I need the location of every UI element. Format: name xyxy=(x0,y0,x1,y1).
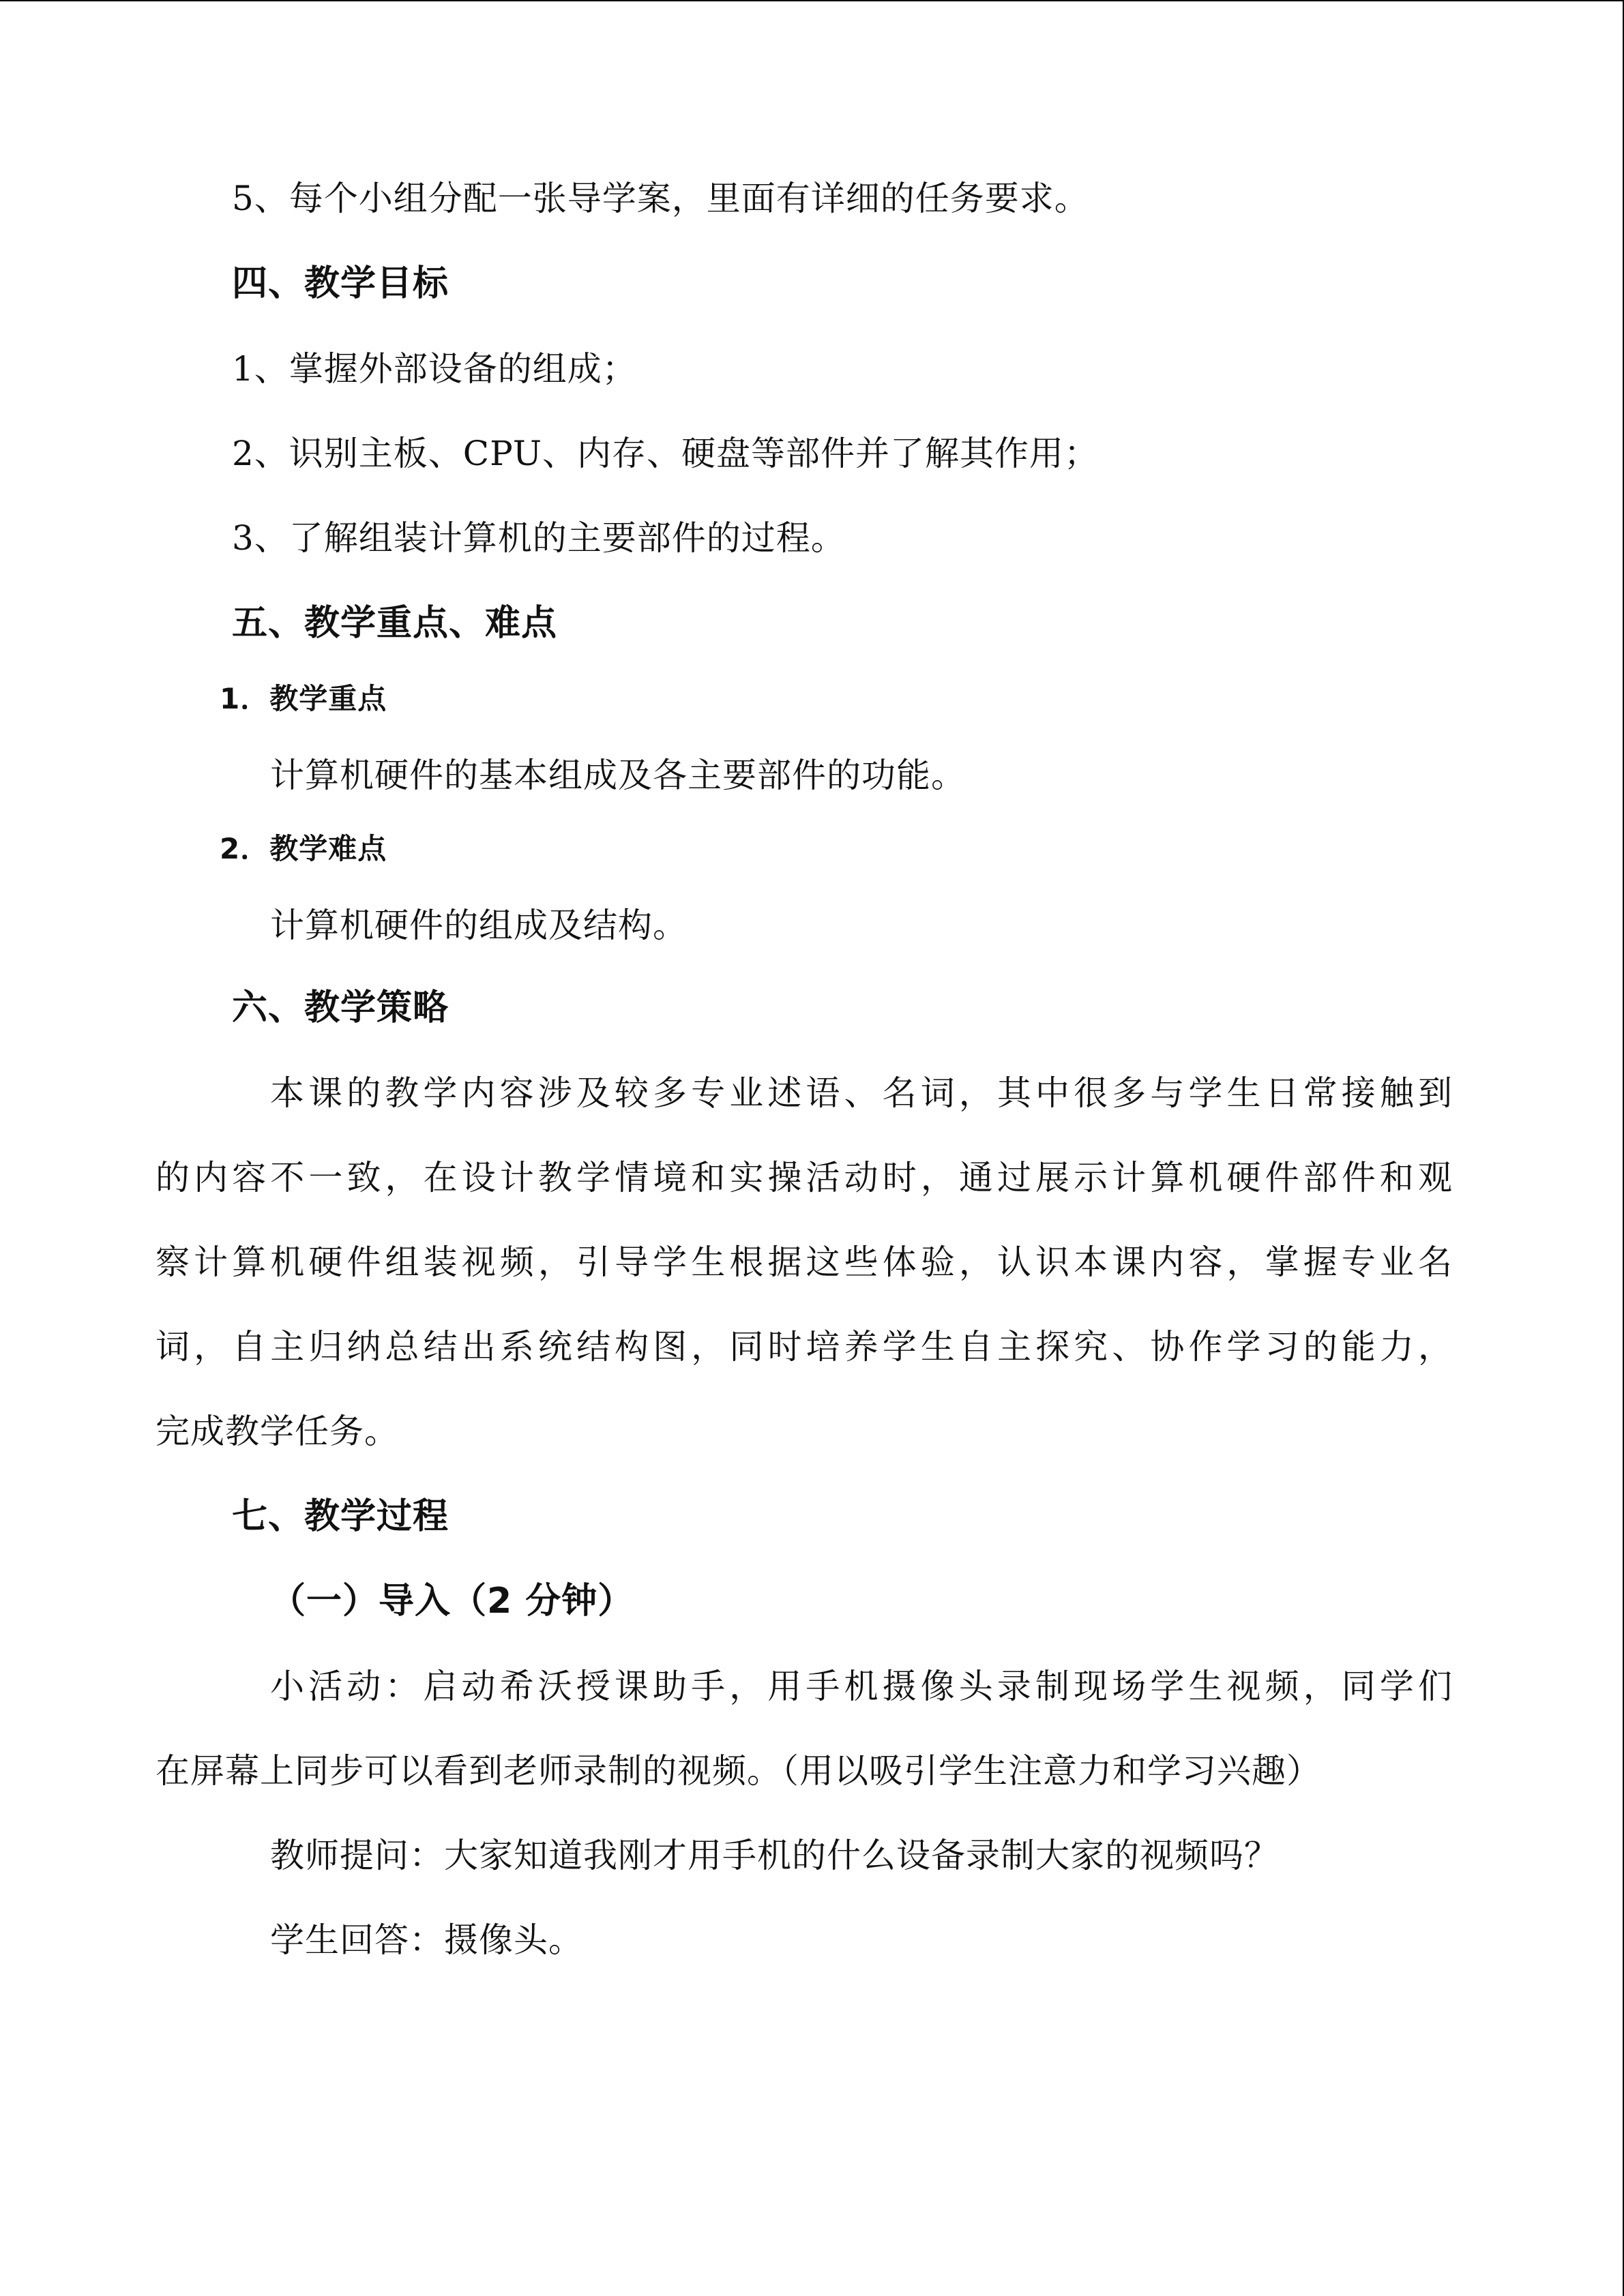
section-heading-strategy: 六、教学策略 xyxy=(232,987,449,1028)
activity-paragraph-line-1: 小活动：启动希沃授课助手，用手机摄像头录制现场学生视频，同学们 xyxy=(270,1667,1453,1706)
strategy-paragraph-line-2: 的内容不一致，在设计教学情境和实操活动时，通过展示计算机硬件部件和观 xyxy=(156,1158,1453,1197)
subheading-key-point: 1．教学重点 xyxy=(220,682,387,715)
subsection-heading-intro: （一）导入（2 分钟） xyxy=(270,1581,634,1622)
key-point-text: 计算机硬件的基本组成及各主要部件的功能。 xyxy=(270,756,966,795)
difficulty-text: 计算机硬件的组成及结构。 xyxy=(270,906,688,945)
section-heading-teaching-goals: 四、教学目标 xyxy=(232,263,449,304)
strategy-paragraph-line-5: 完成教学任务。 xyxy=(156,1412,399,1451)
strategy-paragraph-line-3: 察计算机硬件组装视频，引导学生根据这些体验，认识本课内容，掌握专业名 xyxy=(156,1242,1453,1282)
strategy-paragraph-line-1: 本课的教学内容涉及较多专业述语、名词，其中很多与学生日常接触到 xyxy=(270,1073,1453,1113)
strategy-paragraph-line-4: 词，自主归纳总结出系统结构图，同时培养学生自主探究、协作学习的能力， xyxy=(156,1327,1453,1367)
goal-item-2: 2、识别主板、CPU、内存、硬盘等部件并了解其作用； xyxy=(232,434,1099,473)
goal-item-3: 3、了解组装计算机的主要部件的过程。 xyxy=(232,518,846,558)
section-heading-key-points: 五、教学重点、难点 xyxy=(232,603,558,644)
list-item-task-sheet: 5、每个小组分配一张导学案，里面有详细的任务要求。 xyxy=(232,179,1089,218)
activity-paragraph-line-2: 在屏幕上同步可以看到老师录制的视频。（用以吸引学生注意力和学习兴趣） xyxy=(156,1751,1321,1791)
teacher-question: 教师提问：大家知道我刚才用手机的什么设备录制大家的视频吗？ xyxy=(270,1836,1279,1875)
student-answer: 学生回答：摄像头。 xyxy=(270,1920,583,1960)
subheading-difficulty: 2．教学难点 xyxy=(220,832,387,865)
goal-item-1: 1、掌握外部设备的组成； xyxy=(232,349,637,389)
section-heading-process: 七、教学过程 xyxy=(232,1496,449,1537)
